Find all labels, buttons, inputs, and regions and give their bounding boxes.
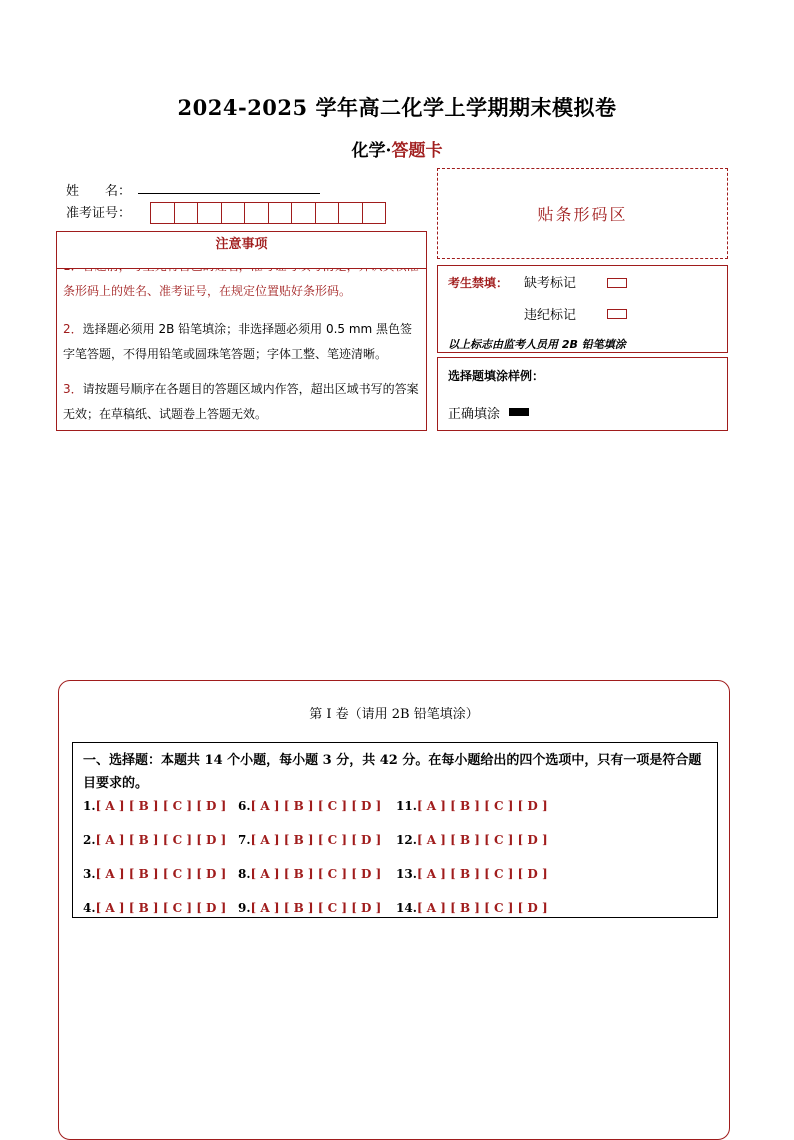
answer-options[interactable]: [ A ] [ B ] [ C ] [ D ]	[250, 867, 382, 881]
notice-item-num: 3．	[63, 382, 83, 396]
id-digit-box[interactable]	[174, 202, 199, 224]
barcode-area: 贴条形码区	[437, 168, 728, 259]
answer-row[interactable]	[238, 867, 381, 881]
proctor-note: 以上标志由监考人员用 2B 铅笔填涂	[448, 338, 626, 351]
question-number: 6.	[238, 799, 251, 813]
fill-sample-title: 选择题填涂样例：	[448, 369, 545, 383]
question-number: 7.	[238, 833, 251, 847]
answer-row[interactable]	[396, 799, 548, 813]
page-title: 2024-2025 学年高二化学上学期期末模拟卷	[177, 95, 617, 120]
subtitle-card: 答题卡	[391, 141, 443, 161]
notice-item-text: 条形码上的姓名、准考证号，在规定位置贴好条形码。	[63, 284, 352, 298]
answer-options[interactable]: [ A ] [ B ] [ C ] [ D ]	[416, 901, 548, 915]
answer-row[interactable]	[238, 901, 381, 915]
section-1	[58, 680, 730, 1140]
absent-mark-label: 缺考标记	[524, 276, 577, 291]
answer-options[interactable]: [ A ] [ B ] [ C ] [ D ]	[416, 799, 548, 813]
question-number: 12.	[396, 833, 417, 847]
proctor-only-title: 考生禁填：	[448, 276, 509, 290]
answer-row[interactable]	[396, 833, 548, 847]
correct-fill-label: 正确填涂	[448, 407, 501, 422]
page-subtitle	[0, 136, 794, 161]
answer-options[interactable]: [ A ] [ B ] [ C ] [ D ]	[95, 901, 227, 915]
notice-panel	[56, 231, 427, 431]
answer-options[interactable]: [ A ] [ B ] [ C ] [ D ]	[250, 901, 382, 915]
notice-item	[63, 317, 423, 367]
question-number: 2.	[83, 833, 96, 847]
answer-row[interactable]	[83, 901, 226, 915]
violation-mark-label: 违纪标记	[524, 308, 577, 323]
question-number: 8.	[238, 867, 251, 881]
question-number: 11.	[396, 799, 417, 813]
notice-title: 注意事项	[57, 232, 426, 269]
question-number: 14.	[396, 901, 417, 915]
answer-options[interactable]: [ A ] [ B ] [ C ] [ D ]	[95, 799, 227, 813]
answer-row[interactable]	[83, 867, 226, 881]
answer-options[interactable]: [ A ] [ B ] [ C ] [ D ]	[250, 833, 382, 847]
id-digit-box[interactable]	[221, 202, 246, 224]
id-digit-box[interactable]	[338, 202, 363, 224]
question-number: 1.	[83, 799, 96, 813]
id-digit-box[interactable]	[268, 202, 293, 224]
answer-row[interactable]	[396, 867, 548, 881]
name-input-line[interactable]	[138, 193, 320, 194]
notice-item	[63, 377, 423, 427]
answer-row[interactable]	[83, 833, 226, 847]
filled-mark-sample	[509, 408, 529, 416]
id-digit-box[interactable]	[291, 202, 316, 224]
question-number: 13.	[396, 867, 417, 881]
absent-mark-box[interactable]	[607, 278, 627, 288]
id-digit-box[interactable]	[244, 202, 269, 224]
exam-id-boxes[interactable]	[151, 202, 386, 224]
id-digit-box[interactable]	[197, 202, 222, 224]
answer-options[interactable]: [ A ] [ B ] [ C ] [ D ]	[95, 833, 227, 847]
answer-options[interactable]: [ A ] [ B ] [ C ] [ D ]	[250, 799, 382, 813]
section-1-title: 第 I 卷（请用 2B 铅笔填涂）	[309, 707, 479, 722]
name-label: 姓 名：	[66, 184, 132, 199]
notice-item-text: 请按题号顺序在各题目的答题区域内作答，超出区域书写的答案无效；在草稿纸、试题卷上答题无效。	[63, 382, 419, 421]
answer-row[interactable]	[238, 799, 381, 813]
answer-row[interactable]	[83, 799, 226, 813]
question-number: 4.	[83, 901, 96, 915]
notice-item-text: 选择题必须用 2B 铅笔填涂；非选择题必须用 0.5 mm 黑色签字笔答题，不得用铅笔或圆珠笔答题；字体工整、笔迹清晰。	[63, 322, 413, 361]
answer-options[interactable]: [ A ] [ B ] [ C ] [ D ]	[416, 867, 548, 881]
id-digit-box[interactable]	[150, 202, 175, 224]
exam-id-label: 准考证号：	[66, 206, 132, 221]
fill-sample-panel	[437, 357, 728, 431]
answer-row[interactable]	[396, 901, 548, 915]
question-number: 3.	[83, 867, 96, 881]
answer-row[interactable]	[238, 833, 381, 847]
proctor-only-panel	[437, 265, 728, 353]
multiple-choice-instructions: 一、选择题：本题共 14 个小题，每小题 3 分，共 42 分。在每小题给出的四个选项中，只有一项是符合题目要求的。	[83, 753, 702, 791]
question-number: 9.	[238, 901, 251, 915]
id-digit-box[interactable]	[315, 202, 340, 224]
subtitle-subject: 化学·	[351, 141, 392, 161]
notice-item-num: 2．	[63, 322, 83, 336]
multiple-choice-box	[72, 742, 718, 918]
answer-options[interactable]: [ A ] [ B ] [ C ] [ D ]	[416, 833, 548, 847]
violation-mark-box[interactable]	[607, 309, 627, 319]
answer-options[interactable]: [ A ] [ B ] [ C ] [ D ]	[95, 867, 227, 881]
id-digit-box[interactable]	[362, 202, 387, 224]
